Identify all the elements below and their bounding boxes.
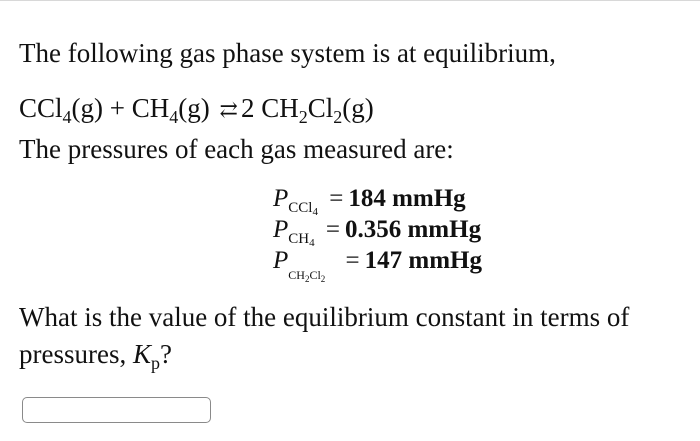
question-line-1: What is the value of the equilibrium constant in terms of [19,302,630,332]
pressure-value: 184 mmHg [348,185,466,212]
question-line-2: pressures, $K_p$? [19,339,172,373]
product-coefficient: 2 [240,93,255,123]
reaction-equation [19,92,374,126]
top-divider [0,0,700,1]
reactant-1: CCl$_4$(g) [19,93,104,127]
plus-sign: + [109,93,125,123]
equilibrium-arrow-icon: ⇄ [219,97,238,122]
answer-input[interactable] [22,397,211,423]
pressure-value: 147 mmHg [364,247,483,274]
pressure-row-ch2cl2: $P_{CH_2Cl_2} = 147$ mmHg [273,247,483,284]
product: $CH_2Cl_2(g)$ [261,93,374,127]
reactant-2: $CH_4(g)$ [131,93,210,127]
pressures-intro: The pressures of each gas measured are: [19,134,454,164]
pressure-list [273,183,483,284]
pressure-value: 0.356 mmHg [344,216,482,243]
problem-intro: The following gas phase system is at equilibrium, [19,38,556,68]
pressure-row-ccl4: $P_{CCl_4} = 184$ mmHg [273,185,466,218]
kp-symbol: K [132,339,151,369]
pressure-row-ch4: $P_{CH_4} = 0.356$ mmHg [273,216,482,249]
